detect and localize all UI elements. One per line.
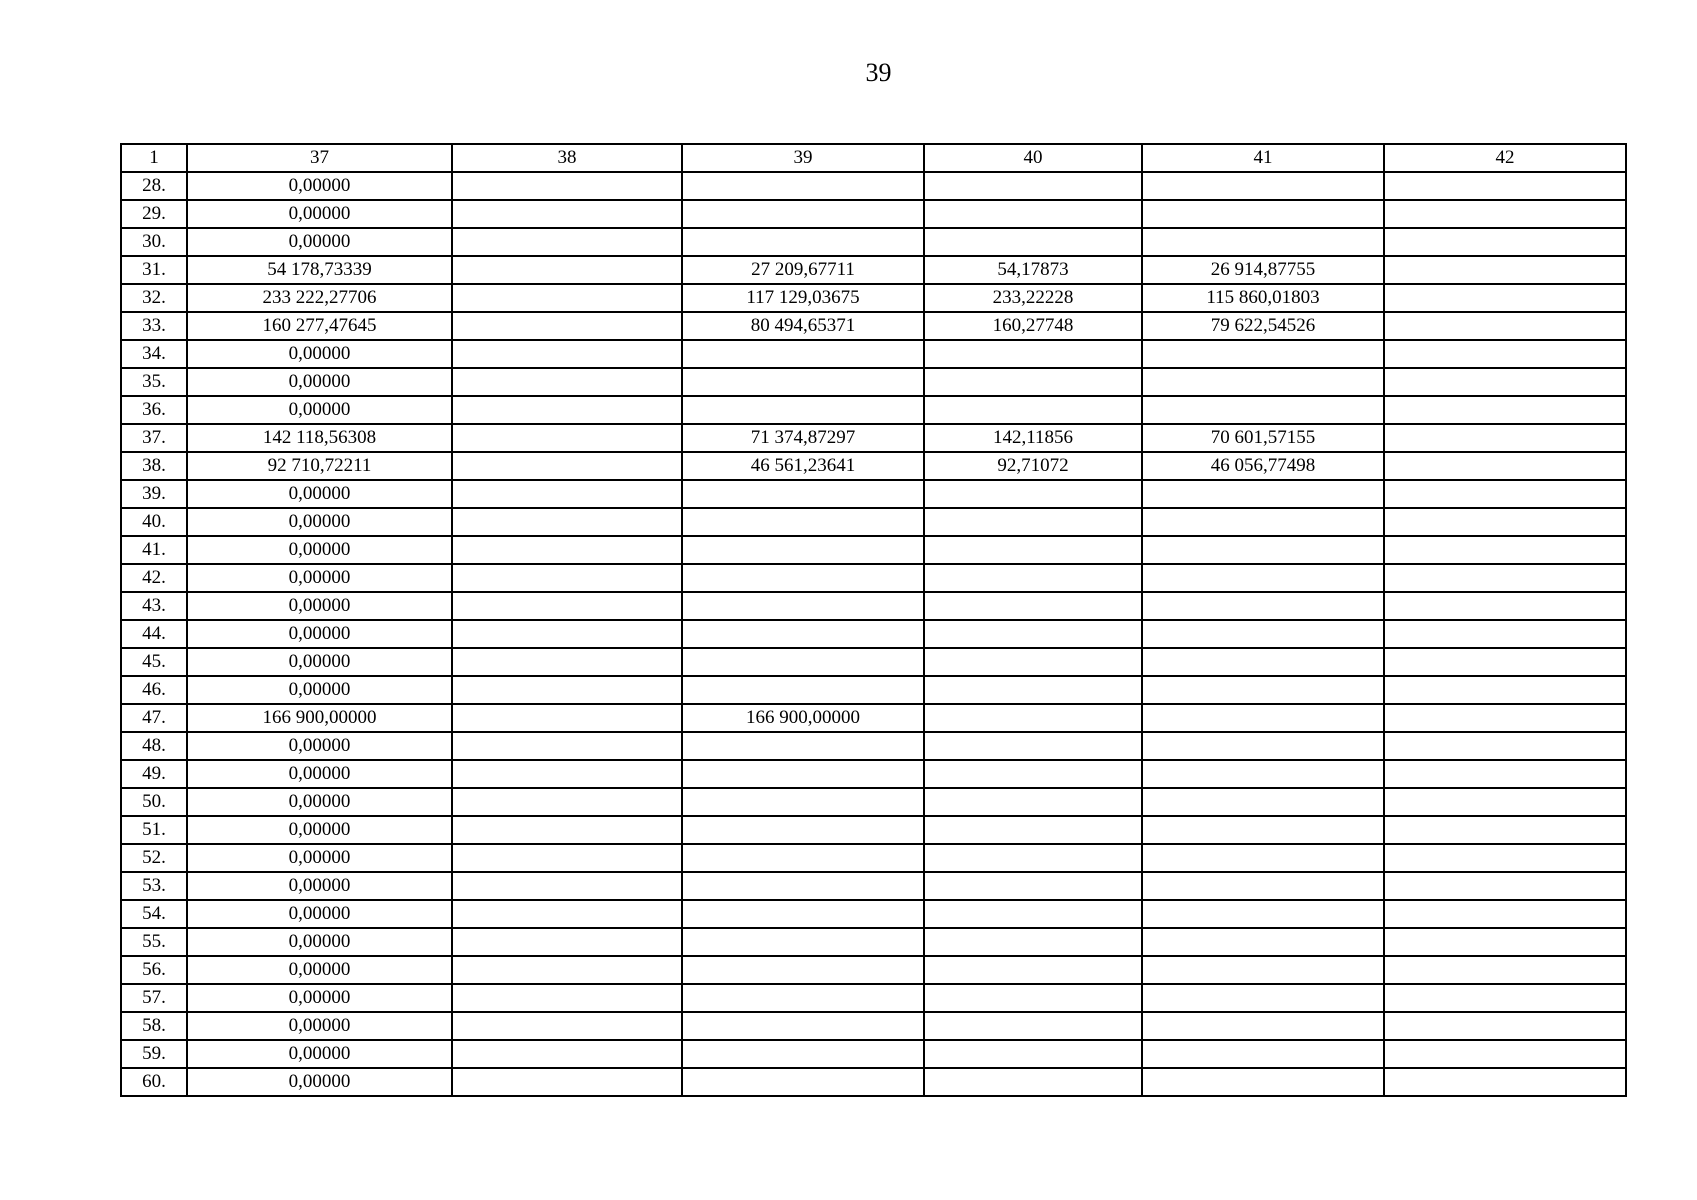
table-cell: 0,00000 [187,172,452,200]
table-cell [682,872,924,900]
table-cell: 0,00000 [187,508,452,536]
table-cell [924,564,1142,592]
table-cell [452,564,682,592]
table-cell [682,1040,924,1068]
table-row [121,984,1626,1012]
table-row [121,704,1626,732]
table-cell [1142,732,1384,760]
table-cell [1142,480,1384,508]
row-number-cell: 43. [121,592,187,620]
table-cell: 26 914,87755 [1142,256,1384,284]
table-cell: 0,00000 [187,1040,452,1068]
data-table-container [120,143,1625,1097]
table-row [121,928,1626,956]
table-body [121,172,1626,1096]
table-cell [1142,844,1384,872]
table-cell: 46 561,23641 [682,452,924,480]
table-cell [682,900,924,928]
table-cell [452,1012,682,1040]
table-cell: 0,00000 [187,536,452,564]
table-cell [452,480,682,508]
column-header: 38 [452,144,682,172]
table-cell [924,592,1142,620]
table-cell: 0,00000 [187,620,452,648]
table-cell [1142,816,1384,844]
table-row [121,508,1626,536]
row-number-cell: 57. [121,984,187,1012]
table-cell [924,368,1142,396]
table-cell [1384,508,1626,536]
table-cell [1384,732,1626,760]
row-number-cell: 29. [121,200,187,228]
table-cell [1384,200,1626,228]
table-cell: 54 178,73339 [187,256,452,284]
table-cell [1384,172,1626,200]
table-cell [924,1012,1142,1040]
table-cell [1384,424,1626,452]
table-cell [1142,984,1384,1012]
table-row [121,368,1626,396]
table-cell [452,1040,682,1068]
table-cell [1384,816,1626,844]
row-number-cell: 47. [121,704,187,732]
table-cell [1142,788,1384,816]
table-cell [924,676,1142,704]
table-cell [924,788,1142,816]
row-number-cell: 37. [121,424,187,452]
table-cell: 0,00000 [187,844,452,872]
table-cell [682,1068,924,1096]
table-row [121,676,1626,704]
row-number-cell: 39. [121,480,187,508]
column-header: 41 [1142,144,1384,172]
table-cell: 233,22228 [924,284,1142,312]
table-cell [924,844,1142,872]
table-header-row [121,144,1626,172]
table-row [121,872,1626,900]
table-cell [1384,760,1626,788]
table-row [121,228,1626,256]
table-cell [452,648,682,676]
row-number-cell: 60. [121,1068,187,1096]
table-cell: 0,00000 [187,340,452,368]
table-cell [682,844,924,872]
table-cell [1384,368,1626,396]
table-cell [924,704,1142,732]
table-cell [452,1068,682,1096]
table-cell: 0,00000 [187,396,452,424]
table-cell: 0,00000 [187,1012,452,1040]
table-cell [924,956,1142,984]
table-cell [1384,788,1626,816]
table-cell [452,788,682,816]
table-cell [1384,648,1626,676]
table-cell: 0,00000 [187,956,452,984]
table-cell [924,200,1142,228]
table-cell [924,396,1142,424]
table-cell [682,648,924,676]
table-cell [452,312,682,340]
table-cell: 160 277,47645 [187,312,452,340]
row-number-cell: 56. [121,956,187,984]
table-cell [1384,396,1626,424]
table-cell [1142,760,1384,788]
row-number-cell: 55. [121,928,187,956]
table-cell [924,648,1142,676]
table-cell [1384,228,1626,256]
table-cell [682,928,924,956]
table-cell [1384,592,1626,620]
table-cell [452,592,682,620]
table-cell [1142,872,1384,900]
table-cell [1142,200,1384,228]
table-cell [924,228,1142,256]
table-cell: 0,00000 [187,872,452,900]
table-row [121,760,1626,788]
table-row [121,844,1626,872]
row-number-cell: 33. [121,312,187,340]
row-number-cell: 44. [121,620,187,648]
table-cell: 0,00000 [187,648,452,676]
table-cell [1142,368,1384,396]
row-number-cell: 41. [121,536,187,564]
table-cell [924,760,1142,788]
table-cell [1142,564,1384,592]
table-cell [682,620,924,648]
row-number-cell: 49. [121,760,187,788]
table-cell: 0,00000 [187,928,452,956]
table-cell [682,564,924,592]
table-cell: 71 374,87297 [682,424,924,452]
table-cell [1384,340,1626,368]
table-cell [682,508,924,536]
table-cell: 79 622,54526 [1142,312,1384,340]
row-number-cell: 58. [121,1012,187,1040]
table-cell [452,228,682,256]
table-cell [924,900,1142,928]
row-number-cell: 59. [121,1040,187,1068]
table-cell [1384,956,1626,984]
row-number-cell: 54. [121,900,187,928]
row-number-cell: 46. [121,676,187,704]
table-cell [682,172,924,200]
table-cell: 0,00000 [187,788,452,816]
table-cell [452,620,682,648]
table-cell [452,816,682,844]
table-cell [1142,928,1384,956]
table-cell [924,340,1142,368]
table-row [121,956,1626,984]
table-cell: 0,00000 [187,984,452,1012]
table-cell [452,928,682,956]
table-cell [452,984,682,1012]
column-header: 37 [187,144,452,172]
table-cell: 0,00000 [187,1068,452,1096]
table-row [121,1068,1626,1096]
table-cell [452,732,682,760]
table-cell [452,872,682,900]
table-cell [452,704,682,732]
table-cell [1384,536,1626,564]
table-cell [924,1068,1142,1096]
table-cell [682,228,924,256]
table-cell [1142,340,1384,368]
row-number-cell: 32. [121,284,187,312]
table-row [121,620,1626,648]
table-cell: 115 860,01803 [1142,284,1384,312]
table-cell [1384,1040,1626,1068]
table-cell [1142,956,1384,984]
table-row [121,564,1626,592]
row-number-cell: 50. [121,788,187,816]
table-cell: 0,00000 [187,732,452,760]
table-cell [452,284,682,312]
table-cell [682,368,924,396]
table-cell [682,676,924,704]
table-cell [1142,396,1384,424]
row-number-cell: 45. [121,648,187,676]
table-cell: 92 710,72211 [187,452,452,480]
row-number-cell: 34. [121,340,187,368]
row-number-cell: 31. [121,256,187,284]
row-number-cell: 51. [121,816,187,844]
table-cell [1142,1068,1384,1096]
table-cell: 80 494,65371 [682,312,924,340]
table-cell [452,536,682,564]
table-cell [1384,900,1626,928]
table-cell [452,340,682,368]
table-cell: 92,71072 [924,452,1142,480]
table-cell [1142,172,1384,200]
table-cell [452,956,682,984]
table-cell [1142,592,1384,620]
table-cell: 0,00000 [187,760,452,788]
table-cell [1142,1040,1384,1068]
table-cell [924,872,1142,900]
row-number-cell: 42. [121,564,187,592]
page-number: 39 [865,58,892,87]
table-cell [924,480,1142,508]
data-table [120,143,1627,1097]
table-row [121,172,1626,200]
table-cell [1142,508,1384,536]
table-cell: 160,27748 [924,312,1142,340]
table-cell [924,508,1142,536]
row-number-cell: 38. [121,452,187,480]
table-cell [1384,620,1626,648]
table-cell: 0,00000 [187,228,452,256]
table-cell [1384,844,1626,872]
table-cell: 233 222,27706 [187,284,452,312]
table-cell: 117 129,03675 [682,284,924,312]
table-cell [1384,984,1626,1012]
table-cell [1384,256,1626,284]
table-cell [1142,648,1384,676]
table-row [121,256,1626,284]
row-number-cell: 53. [121,872,187,900]
row-number-cell: 40. [121,508,187,536]
table-cell [1384,928,1626,956]
table-cell: 142,11856 [924,424,1142,452]
table-cell [682,1012,924,1040]
table-row [121,816,1626,844]
table-cell [1142,1012,1384,1040]
table-cell: 46 056,77498 [1142,452,1384,480]
table-cell [1384,704,1626,732]
table-cell [452,396,682,424]
table-cell [924,928,1142,956]
table-cell [924,536,1142,564]
row-number-cell: 48. [121,732,187,760]
table-cell [682,788,924,816]
table-cell: 0,00000 [187,676,452,704]
column-header: 40 [924,144,1142,172]
table-cell [452,844,682,872]
table-cell [1384,1068,1626,1096]
table-cell: 27 209,67711 [682,256,924,284]
table-row [121,452,1626,480]
table-cell [924,172,1142,200]
table-cell [682,732,924,760]
column-header: 39 [682,144,924,172]
table-cell [682,340,924,368]
table-cell: 166 900,00000 [682,704,924,732]
table-cell [452,368,682,396]
table-cell [924,620,1142,648]
table-row [121,592,1626,620]
table-cell [452,508,682,536]
table-cell [1384,564,1626,592]
table-cell [682,396,924,424]
table-cell [1384,480,1626,508]
table-cell [452,200,682,228]
table-cell [452,452,682,480]
table-cell: 0,00000 [187,900,452,928]
table-row [121,200,1626,228]
table-cell [452,424,682,452]
table-cell [1384,872,1626,900]
table-cell [682,592,924,620]
table-cell [682,984,924,1012]
table-cell [452,760,682,788]
table-cell [682,480,924,508]
table-cell [924,732,1142,760]
table-cell [924,1040,1142,1068]
table-cell: 0,00000 [187,564,452,592]
table-cell [682,816,924,844]
row-number-cell: 52. [121,844,187,872]
table-cell [1384,284,1626,312]
table-cell: 0,00000 [187,200,452,228]
table-cell: 70 601,57155 [1142,424,1384,452]
table-cell [452,900,682,928]
table-cell: 142 118,56308 [187,424,452,452]
table-row [121,1040,1626,1068]
row-number-cell: 28. [121,172,187,200]
table-row [121,732,1626,760]
table-cell [1142,676,1384,704]
table-cell [1384,676,1626,704]
table-cell: 0,00000 [187,368,452,396]
table-row [121,340,1626,368]
table-row [121,648,1626,676]
table-cell [924,984,1142,1012]
table-row [121,284,1626,312]
table-cell [1384,452,1626,480]
table-row [121,788,1626,816]
table-cell [452,676,682,704]
table-row [121,480,1626,508]
table-cell: 0,00000 [187,480,452,508]
table-cell [682,956,924,984]
table-row [121,1012,1626,1040]
table-cell [1142,536,1384,564]
table-cell [1142,900,1384,928]
table-cell [1384,1012,1626,1040]
table-cell [682,536,924,564]
table-cell [452,256,682,284]
table-row [121,536,1626,564]
table-row [121,900,1626,928]
table-cell: 0,00000 [187,592,452,620]
table-cell: 166 900,00000 [187,704,452,732]
table-row [121,396,1626,424]
table-cell [682,200,924,228]
column-header: 1 [121,144,187,172]
table-cell [1142,620,1384,648]
table-cell [924,816,1142,844]
table-cell [452,172,682,200]
table-cell [1384,312,1626,340]
table-row [121,312,1626,340]
table-cell [1142,704,1384,732]
table-cell [682,760,924,788]
row-number-cell: 30. [121,228,187,256]
table-cell [1142,228,1384,256]
table-row [121,424,1626,452]
table-cell: 0,00000 [187,816,452,844]
column-header: 42 [1384,144,1626,172]
row-number-cell: 36. [121,396,187,424]
row-number-cell: 35. [121,368,187,396]
table-cell: 54,17873 [924,256,1142,284]
